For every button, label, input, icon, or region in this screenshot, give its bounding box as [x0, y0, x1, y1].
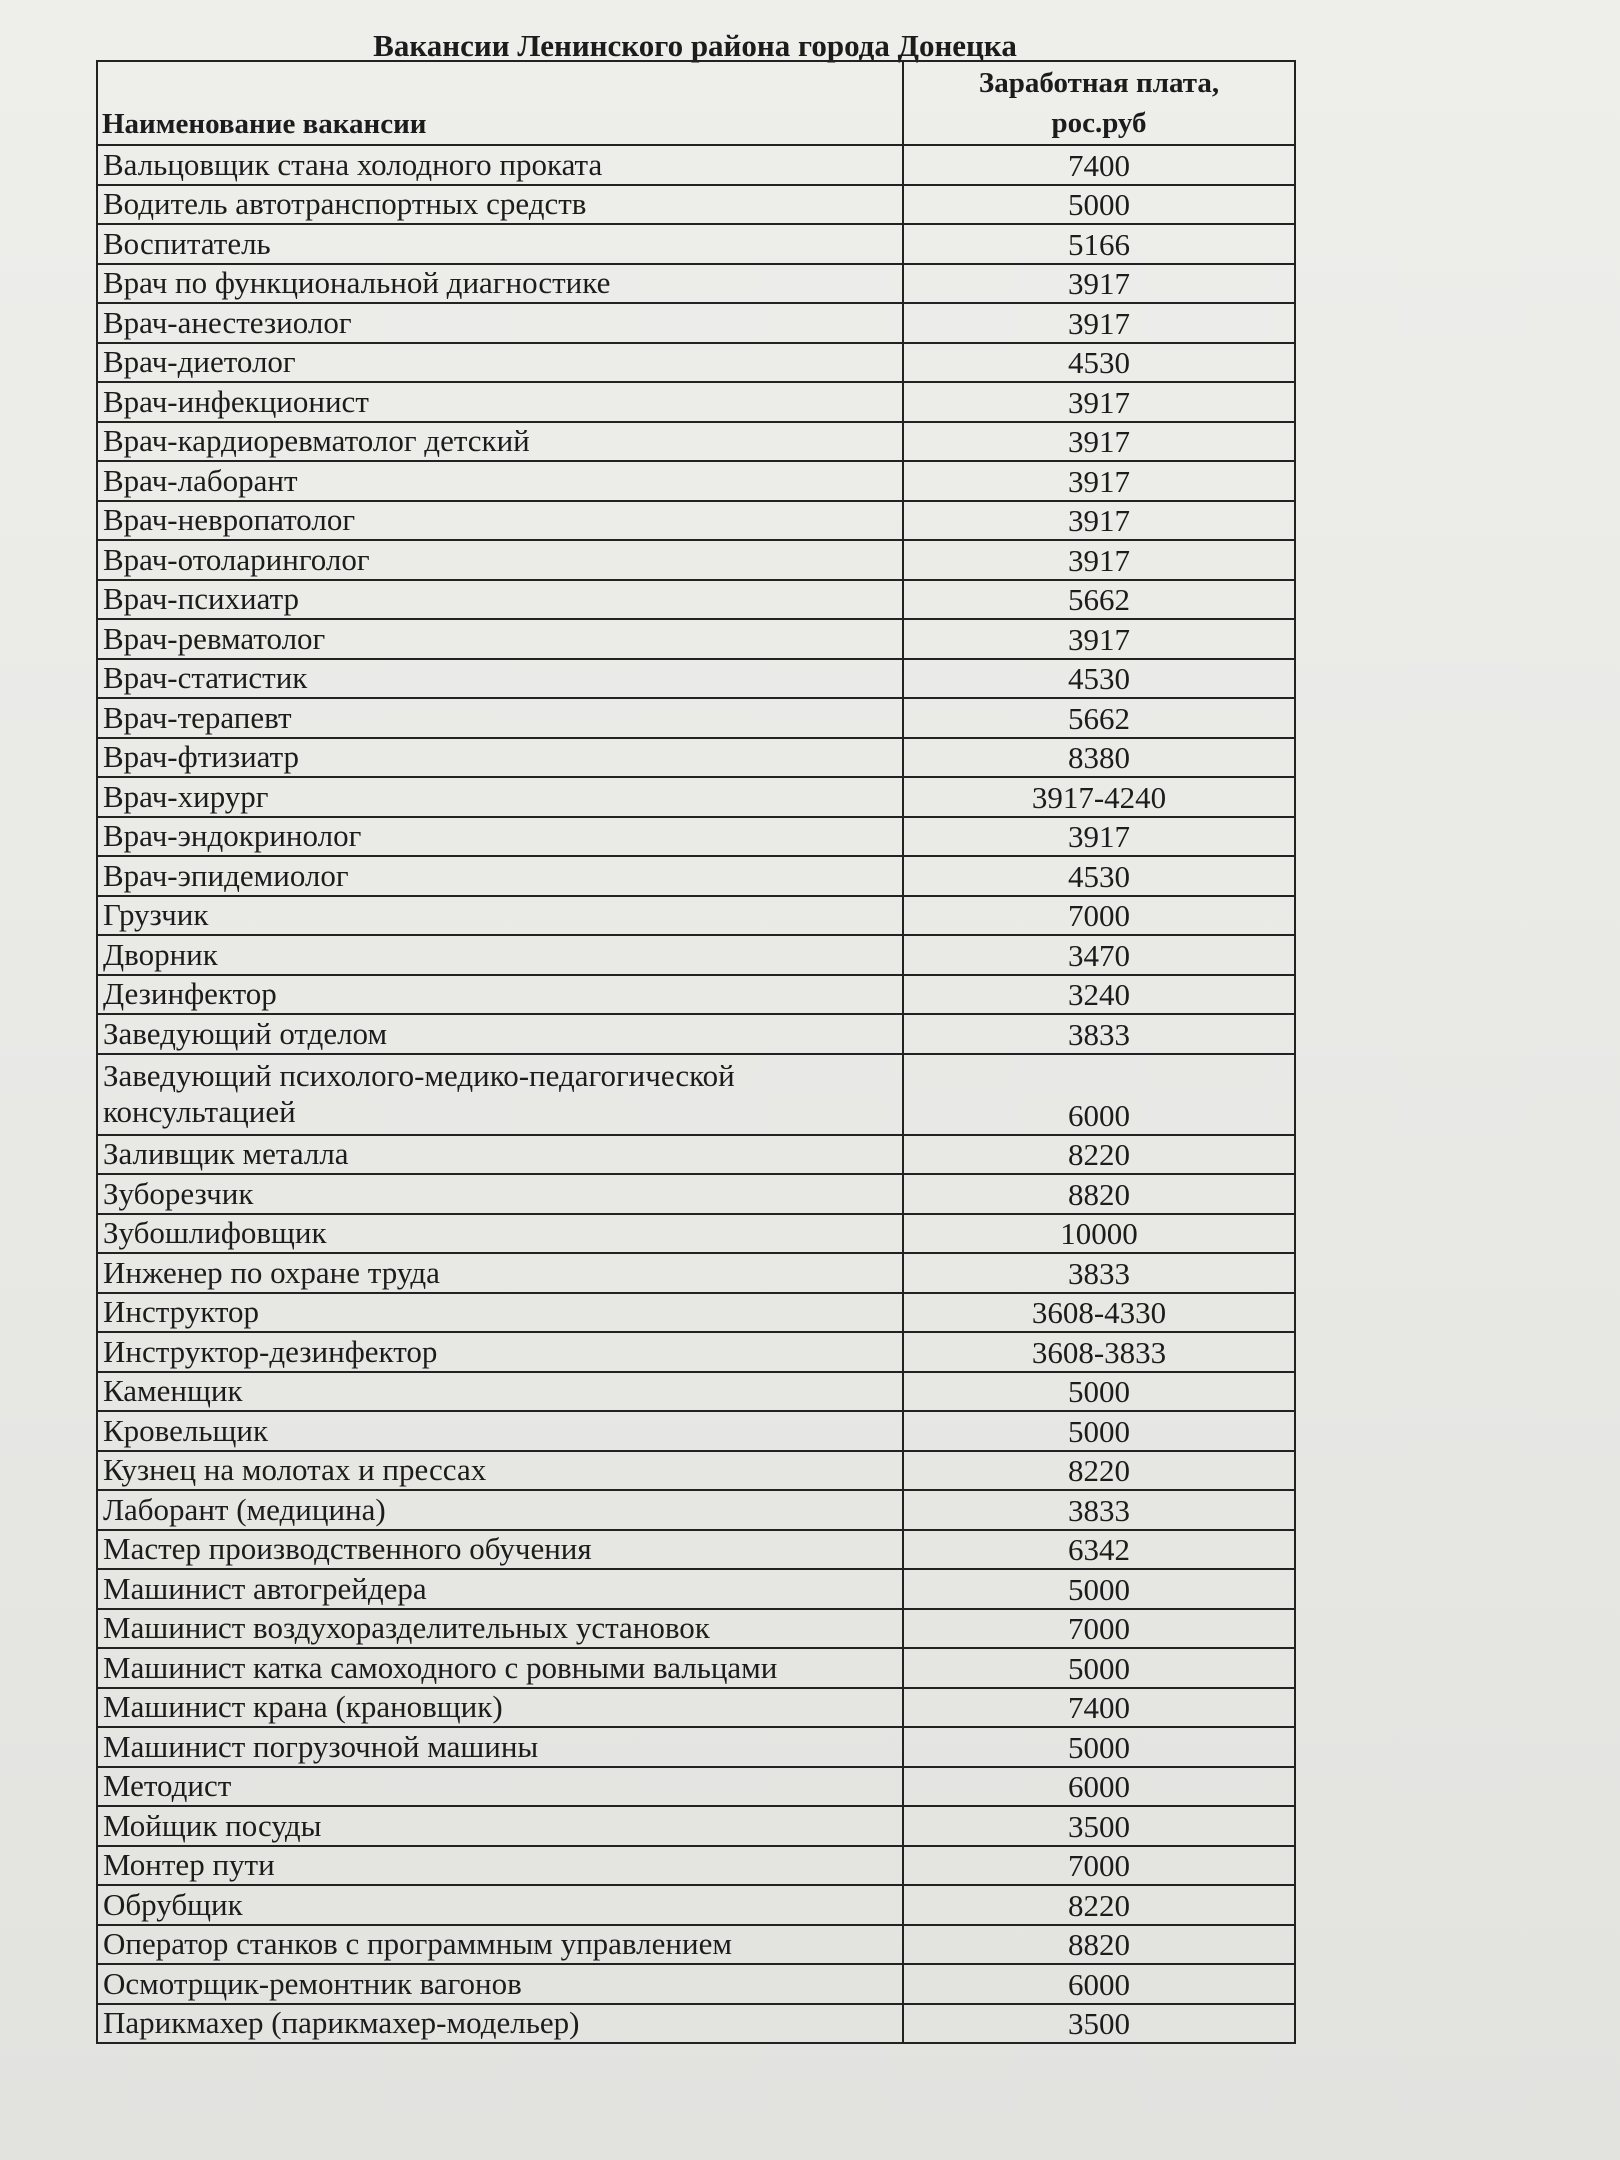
table-row [97, 738, 1295, 778]
vacancy-name: Осмотрщик-ремонтник вагонов [97, 1964, 903, 2004]
table-row [97, 1688, 1295, 1728]
vacancy-name: Врач-невропатолог [97, 501, 903, 541]
vacancy-salary: 5000 [903, 1569, 1295, 1609]
vacancy-salary: 6000 [903, 1054, 1295, 1135]
document-title: Вакансии Ленинского района города Донецка [373, 28, 1017, 63]
vacancy-salary: 7400 [903, 145, 1295, 185]
table-row [97, 1885, 1295, 1925]
vacancy-salary: 3917 [903, 817, 1295, 857]
table-header [97, 61, 1295, 145]
table-row [97, 1293, 1295, 1333]
table-row [97, 1054, 1295, 1135]
vacancy-salary: 8220 [903, 1885, 1295, 1925]
vacancy-salary: 5000 [903, 185, 1295, 225]
table-row [97, 145, 1295, 185]
vacancy-salary: 5166 [903, 224, 1295, 264]
vacancy-name: Врач-инфекционист [97, 382, 903, 422]
table-row [97, 501, 1295, 541]
table-row [97, 1014, 1295, 1054]
table-body [97, 145, 1295, 2043]
vacancy-salary: 3500 [903, 1806, 1295, 1846]
column-header-salary [903, 61, 1295, 145]
vacancy-salary: 3917 [903, 382, 1295, 422]
table-row [97, 975, 1295, 1015]
vacancy-salary: 10000 [903, 1214, 1295, 1254]
vacancy-name: Врач-отоларинголог [97, 540, 903, 580]
vacancy-salary: 4530 [903, 343, 1295, 383]
vacancy-salary: 3917-4240 [903, 777, 1295, 817]
vacancy-name: Методист [97, 1767, 903, 1807]
vacancy-name: Воспитатель [97, 224, 903, 264]
vacancy-name: Машинист крана (крановщик) [97, 1688, 903, 1728]
vacancy-name: Мойщик посуды [97, 1806, 903, 1846]
table-row [97, 1806, 1295, 1846]
vacancy-salary: 8820 [903, 1174, 1295, 1214]
vacancy-name: Заливщик металла [97, 1135, 903, 1175]
vacancy-name: Машинист погрузочной машины [97, 1727, 903, 1767]
vacancy-salary: 5000 [903, 1727, 1295, 1767]
vacancy-name: Машинист автогрейдера [97, 1569, 903, 1609]
table-row [97, 935, 1295, 975]
table-row [97, 1925, 1295, 1965]
vacancy-salary: 6000 [903, 1964, 1295, 2004]
vacancy-salary: 6342 [903, 1530, 1295, 1570]
vacancy-name: Инструктор-дезинфектор [97, 1332, 903, 1372]
column-header-name: Наименование вакансии [97, 61, 903, 145]
table-row [97, 1964, 1295, 2004]
vacancy-name: Врач по функциональной диагностике [97, 264, 903, 304]
vacancy-salary: 3917 [903, 501, 1295, 541]
vacancy-salary: 5662 [903, 698, 1295, 738]
vacancy-name: Врач-статистик [97, 659, 903, 699]
vacancy-name: Врач-диетолог [97, 343, 903, 383]
vacancy-name: Врач-лаборант [97, 461, 903, 501]
table-row [97, 698, 1295, 738]
table-row [97, 1451, 1295, 1491]
header-row [97, 61, 1295, 145]
table-row [97, 1135, 1295, 1175]
table-row [97, 1372, 1295, 1412]
vacancy-salary: 7000 [903, 1609, 1295, 1649]
vacancy-name: Каменщик [97, 1372, 903, 1412]
table-row [97, 1332, 1295, 1372]
vacancy-name: Дворник [97, 935, 903, 975]
table-row [97, 1174, 1295, 1214]
vacancy-name: Кровельщик [97, 1411, 903, 1451]
table-row [97, 1490, 1295, 1530]
vacancy-salary: 8820 [903, 1925, 1295, 1965]
vacancy-salary: 3240 [903, 975, 1295, 1015]
table-row [97, 1609, 1295, 1649]
table-row [97, 896, 1295, 936]
vacancy-name: Кузнец на молотах и прессах [97, 1451, 903, 1491]
vacancy-name: Лаборант (медицина) [97, 1490, 903, 1530]
table-row [97, 422, 1295, 462]
table-row [97, 580, 1295, 620]
table-row [97, 777, 1295, 817]
vacancy-name: Вальцовщик стана холодного проката [97, 145, 903, 185]
table-row [97, 185, 1295, 225]
table-row [97, 303, 1295, 343]
vacancy-name: Врач-эпидемиолог [97, 856, 903, 896]
vacancy-salary: 7000 [903, 1846, 1295, 1886]
table-row [97, 1569, 1295, 1609]
vacancy-salary: 4530 [903, 856, 1295, 896]
vacancy-name: Врач-фтизиатр [97, 738, 903, 778]
table-row [97, 224, 1295, 264]
table-row [97, 1648, 1295, 1688]
vacancy-salary: 8220 [903, 1135, 1295, 1175]
vacancy-salary: 3608-4330 [903, 1293, 1295, 1333]
column-header-salary-line1: Заработная плата, [978, 67, 1220, 99]
vacancy-salary: 3917 [903, 461, 1295, 501]
table-row [97, 264, 1295, 304]
table-row [97, 540, 1295, 580]
vacancy-salary: 3917 [903, 619, 1295, 659]
vacancy-name: Инструктор [97, 1293, 903, 1333]
vacancy-name: Врач-анестезиолог [97, 303, 903, 343]
table-row [97, 343, 1295, 383]
vacancy-salary: 4530 [903, 659, 1295, 699]
table-row [97, 1253, 1295, 1293]
vacancy-name: Машинист воздухоразделительных установок [97, 1609, 903, 1649]
vacancy-salary: 7400 [903, 1688, 1295, 1728]
vacancy-salary: 5000 [903, 1372, 1295, 1412]
vacancy-name: Врач-хирург [97, 777, 903, 817]
vacancy-name: Обрубщик [97, 1885, 903, 1925]
table-row [97, 1727, 1295, 1767]
vacancy-salary: 6000 [903, 1767, 1295, 1807]
vacancy-salary: 5000 [903, 1648, 1295, 1688]
table-row [97, 856, 1295, 896]
vacancy-name: Врач-ревматолог [97, 619, 903, 659]
vacancy-name: Монтер пути [97, 1846, 903, 1886]
vacancy-salary: 3470 [903, 935, 1295, 975]
vacancy-salary: 3608-3833 [903, 1332, 1295, 1372]
vacancy-name: Машинист катка самоходного с ровными вальцами [97, 1648, 903, 1688]
vacancy-name: Врач-психиатр [97, 580, 903, 620]
table-row [97, 1530, 1295, 1570]
vacancy-name: Оператор станков с программным управлением [97, 1925, 903, 1965]
table-row [97, 659, 1295, 699]
vacancy-name: Дезинфектор [97, 975, 903, 1015]
vacancy-name: Инженер по охране труда [97, 1253, 903, 1293]
table-row [97, 461, 1295, 501]
vacancy-salary: 5662 [903, 580, 1295, 620]
vacancy-name: Заведующий отделом [97, 1014, 903, 1054]
table-row [97, 382, 1295, 422]
vacancy-salary: 3500 [903, 2004, 1295, 2044]
vacancy-salary: 7000 [903, 896, 1295, 936]
vacancy-salary: 3917 [903, 264, 1295, 304]
vacancy-salary: 8220 [903, 1451, 1295, 1491]
table-row [97, 1767, 1295, 1807]
vacancy-name: Зуборезчик [97, 1174, 903, 1214]
table-row [97, 817, 1295, 857]
vacancy-name: Мастер производственного обучения [97, 1530, 903, 1570]
table-row [97, 2004, 1295, 2044]
vacancy-salary: 3833 [903, 1490, 1295, 1530]
vacancy-salary: 3833 [903, 1253, 1295, 1293]
table-row [97, 1411, 1295, 1451]
vacancy-name: Парикмахер (парикмахер-модельер) [97, 2004, 903, 2044]
table-row [97, 1846, 1295, 1886]
vacancy-name: Врач-терапевт [97, 698, 903, 738]
vacancies-table [96, 60, 1296, 2044]
vacancy-name: Заведующий психолого-медико-педагогической консультацией [97, 1054, 903, 1135]
vacancy-name: Водитель автотранспортных средств [97, 185, 903, 225]
vacancy-salary: 3917 [903, 303, 1295, 343]
vacancy-salary: 3917 [903, 540, 1295, 580]
vacancy-salary: 5000 [903, 1411, 1295, 1451]
column-header-salary-line2: рос.руб [1051, 107, 1147, 139]
table-row [97, 1214, 1295, 1254]
table-row [97, 619, 1295, 659]
vacancy-name: Врач-кардиоревматолог детский [97, 422, 903, 462]
vacancy-salary: 3917 [903, 422, 1295, 462]
vacancy-salary: 8380 [903, 738, 1295, 778]
vacancy-name: Зубошлифовщик [97, 1214, 903, 1254]
vacancy-name: Врач-эндокринолог [97, 817, 903, 857]
vacancy-salary: 3833 [903, 1014, 1295, 1054]
vacancy-name: Грузчик [97, 896, 903, 936]
